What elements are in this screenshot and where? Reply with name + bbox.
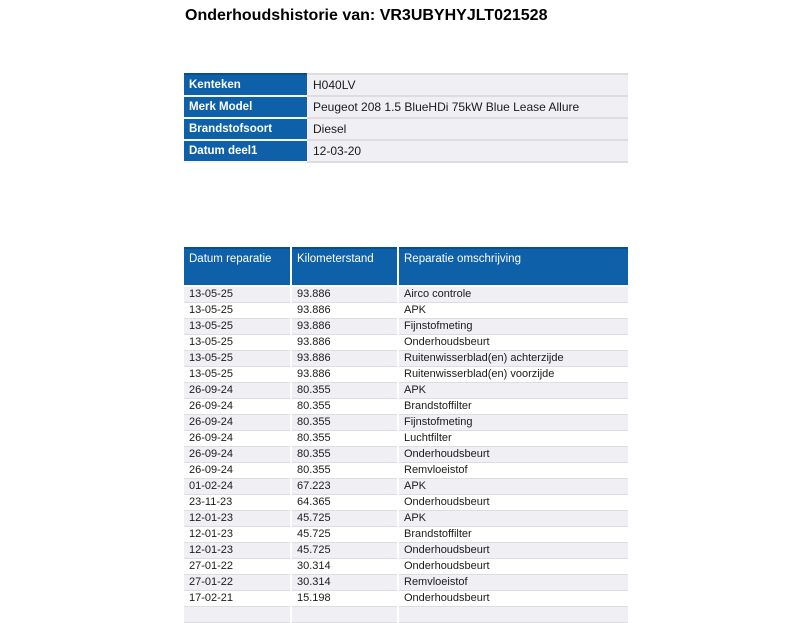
maintenance-row (184, 511, 628, 527)
repair-description-cell: Fijnstofmeting (398, 415, 628, 431)
odometer-cell: 64.365 (291, 495, 398, 511)
odometer-cell: 30.314 (291, 559, 398, 575)
vehicle-info-value: Diesel (307, 118, 628, 140)
repair-date-cell: 26-09-24 (184, 463, 291, 479)
repair-description-cell: Onderhoudsbeurt (398, 495, 628, 511)
maintenance-row (184, 479, 628, 495)
repair-description-cell: Remvloeistof (398, 575, 628, 591)
repair-date-cell: 01-02-24 (184, 479, 291, 495)
maintenance-row (184, 303, 628, 319)
odometer-cell: 45.725 (291, 543, 398, 559)
maintenance-row (184, 399, 628, 415)
repair-date-cell: 13-05-25 (184, 319, 291, 335)
maintenance-row-partial (184, 607, 628, 623)
repair-description-cell: APK (398, 479, 628, 495)
maintenance-row (184, 351, 628, 367)
odometer-cell: 45.725 (291, 511, 398, 527)
odometer-cell: 15.198 (291, 591, 398, 607)
repair-date-cell: 17-02-21 (184, 591, 291, 607)
odometer-cell: 93.886 (291, 319, 398, 335)
repair-date-cell: 13-05-25 (184, 351, 291, 367)
repair-date-cell: 26-09-24 (184, 447, 291, 463)
page-title: Onderhoudshistorie van: VR3UBYHYJLT021528 (185, 7, 548, 24)
odometer-cell: 93.886 (291, 367, 398, 383)
repair-date-cell: 27-01-22 (184, 559, 291, 575)
maintenance-row (184, 367, 628, 383)
odometer-cell: 30.314 (291, 575, 398, 591)
column-header: Datum reparatie (184, 248, 291, 286)
repair-date-cell: 13-05-25 (184, 335, 291, 351)
maintenance-row (184, 527, 628, 543)
maintenance-row (184, 335, 628, 351)
vehicle-info-label: Brandstofsoort (184, 118, 307, 140)
maintenance-row (184, 495, 628, 511)
repair-date-cell: 26-09-24 (184, 399, 291, 415)
repair-description-cell (398, 607, 628, 623)
repair-date-cell: 23-11-23 (184, 495, 291, 511)
odometer-cell: 93.886 (291, 286, 398, 303)
vehicle-info-row (184, 118, 628, 140)
repair-description-cell: Airco controle (398, 286, 628, 303)
maintenance-row (184, 575, 628, 591)
vehicle-info-label: Kenteken (184, 74, 307, 96)
maintenance-row (184, 286, 628, 303)
odometer-cell: 93.886 (291, 335, 398, 351)
maintenance-row (184, 591, 628, 607)
repair-description-cell: APK (398, 511, 628, 527)
repair-date-cell: 26-09-24 (184, 415, 291, 431)
odometer-cell: 67.223 (291, 479, 398, 495)
odometer-cell: 93.886 (291, 351, 398, 367)
repair-description-cell: Brandstoffilter (398, 399, 628, 415)
maintenance-row (184, 559, 628, 575)
repair-date-cell: 12-01-23 (184, 511, 291, 527)
repair-description-cell: Remvloeistof (398, 463, 628, 479)
repair-description-cell: Onderhoudsbeurt (398, 543, 628, 559)
repair-description-cell: Brandstoffilter (398, 527, 628, 543)
maintenance-row (184, 415, 628, 431)
odometer-cell (291, 607, 398, 623)
odometer-cell: 45.725 (291, 527, 398, 543)
repair-description-cell: Fijnstofmeting (398, 319, 628, 335)
odometer-cell: 93.886 (291, 303, 398, 319)
odometer-cell: 80.355 (291, 383, 398, 399)
vehicle-info-row (184, 140, 628, 162)
repair-date-cell: 27-01-22 (184, 575, 291, 591)
odometer-cell: 80.355 (291, 447, 398, 463)
odometer-cell: 80.355 (291, 431, 398, 447)
repair-description-cell: APK (398, 303, 628, 319)
repair-date-cell: 13-05-25 (184, 286, 291, 303)
vehicle-info-value: 12-03-20 (307, 140, 628, 162)
column-header: Reparatie omschrijving (398, 248, 628, 286)
maintenance-row (184, 463, 628, 479)
repair-description-cell: Ruitenwisserblad(en) achterzijde (398, 351, 628, 367)
repair-description-cell: Onderhoudsbeurt (398, 447, 628, 463)
vehicle-info-value: Peugeot 208 1.5 BlueHDi 75kW Blue Lease Allure (307, 96, 628, 118)
repair-description-cell: Ruitenwisserblad(en) voorzijde (398, 367, 628, 383)
repair-date-cell: 26-09-24 (184, 431, 291, 447)
repair-description-cell: Onderhoudsbeurt (398, 591, 628, 607)
odometer-cell: 80.355 (291, 463, 398, 479)
maintenance-history-table (184, 247, 628, 623)
vehicle-info-table (184, 73, 628, 163)
repair-description-cell: Onderhoudsbeurt (398, 335, 628, 351)
maintenance-row (184, 319, 628, 335)
maintenance-row (184, 447, 628, 463)
repair-date-cell: 12-01-23 (184, 543, 291, 559)
vehicle-info-value: H040LV (307, 74, 628, 96)
repair-date-cell: 13-05-25 (184, 303, 291, 319)
maintenance-header-row (184, 248, 628, 286)
repair-description-cell: Onderhoudsbeurt (398, 559, 628, 575)
odometer-cell: 80.355 (291, 399, 398, 415)
repair-date-cell: 13-05-25 (184, 367, 291, 383)
maintenance-row (184, 543, 628, 559)
vehicle-info-row (184, 96, 628, 118)
repair-description-cell: Luchtfilter (398, 431, 628, 447)
vehicle-info-label: Merk Model (184, 96, 307, 118)
maintenance-row (184, 431, 628, 447)
repair-date-cell (184, 607, 291, 623)
repair-date-cell: 26-09-24 (184, 383, 291, 399)
vehicle-info-row (184, 74, 628, 96)
odometer-cell: 80.355 (291, 415, 398, 431)
repair-date-cell: 12-01-23 (184, 527, 291, 543)
column-header: Kilometerstand (291, 248, 398, 286)
maintenance-row (184, 383, 628, 399)
vehicle-info-label: Datum deel1 (184, 140, 307, 162)
repair-description-cell: APK (398, 383, 628, 399)
